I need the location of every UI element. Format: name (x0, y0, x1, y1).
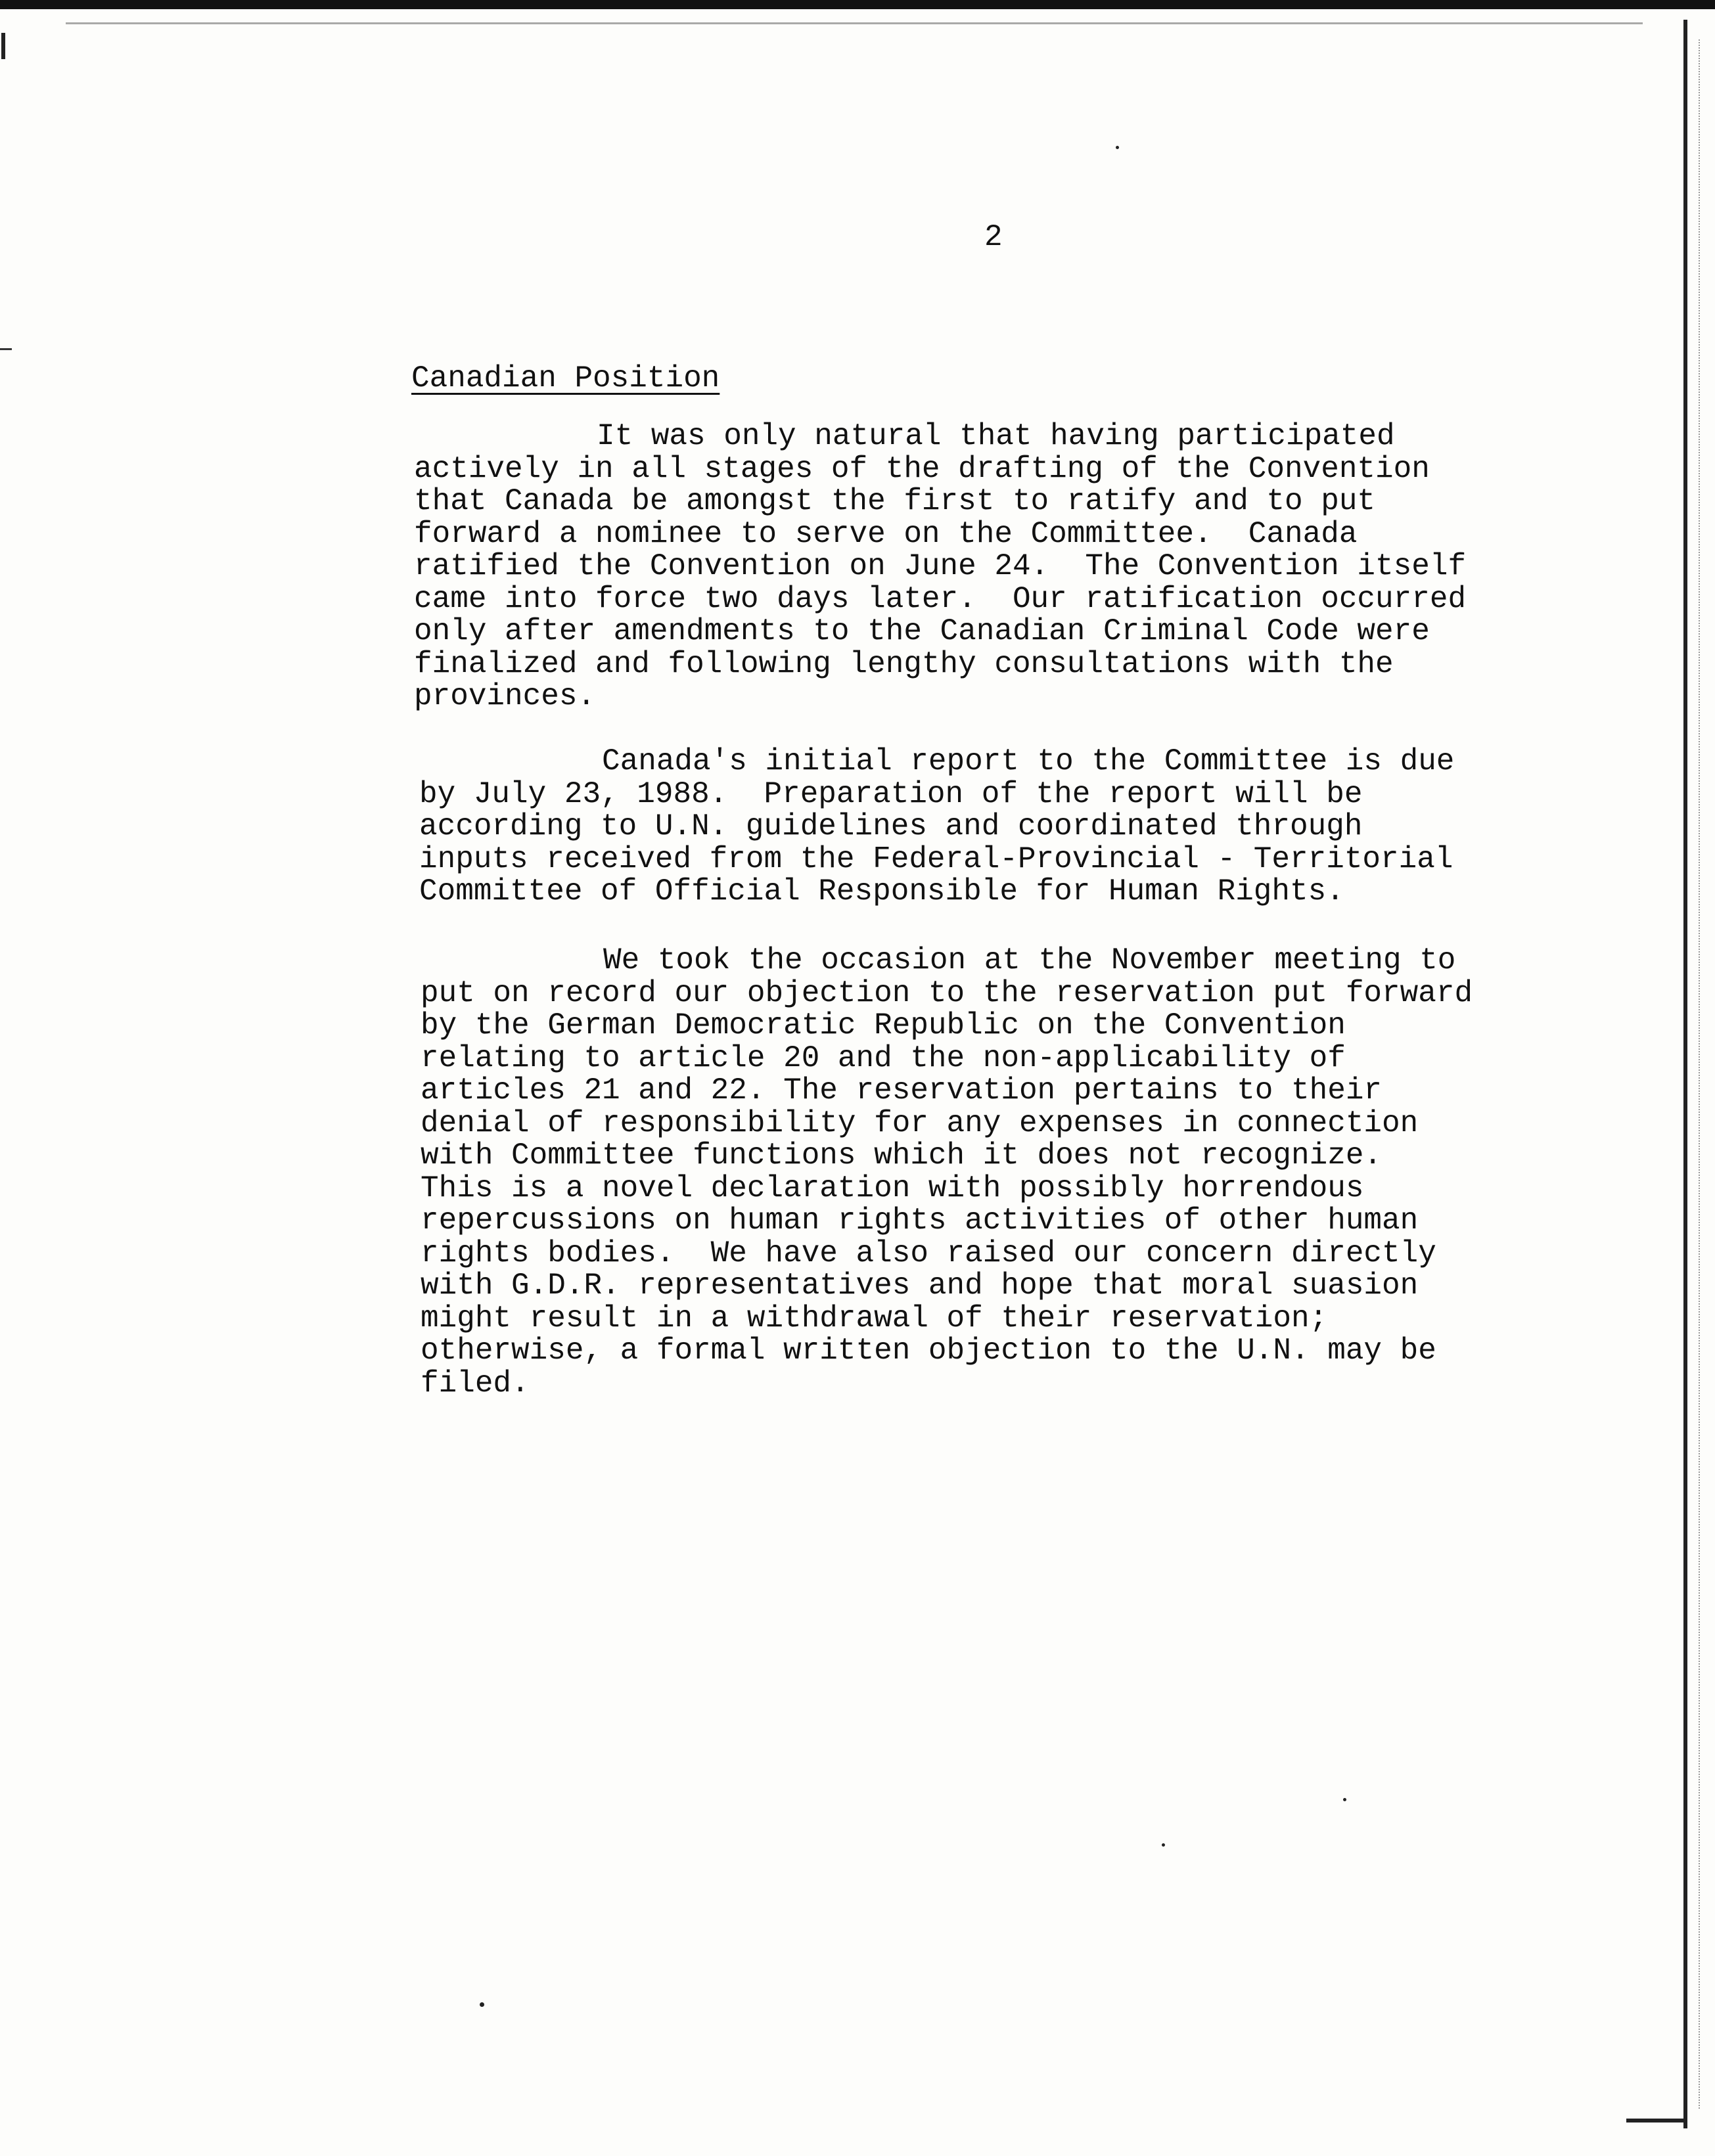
scan-dash-left (0, 348, 12, 350)
text-line: only after amendments to the Canadian Criminal Code were (414, 614, 1430, 648)
text-line: according to U.N. guidelines and coordinated through (419, 809, 1363, 843)
text-line: forward a nominee to serve on the Committee. Canada (414, 516, 1358, 551)
text-line: with G.D.R. representatives and hope that moral suasion (421, 1269, 1419, 1303)
text-line: articles 21 and 22. The reservation pertains to their (421, 1073, 1383, 1108)
scan-dots-right (1699, 39, 1701, 2109)
text-line: This is a novel declaration with possibly horrendous (421, 1171, 1364, 1205)
text-line: came into force two days later. Our ratification occurred (414, 581, 1467, 616)
text-line: by the German Democratic Republic on the Convention (421, 1008, 1346, 1043)
text-line: might result in a withdrawal of their reservation; (421, 1301, 1328, 1336)
paragraph (419, 746, 1454, 909)
scan-speck (1116, 146, 1119, 149)
scan-edge-right (1683, 20, 1687, 2128)
text-line: finalized and following lengthy consultations with the (414, 646, 1394, 681)
scan-line-top (66, 22, 1643, 24)
text-line: Canada's initial report to the Committee is due (602, 744, 1455, 778)
scan-speck (1343, 1798, 1346, 1801)
text-line: otherwise, a formal written objection to the U.N. may be (421, 1334, 1436, 1368)
scan-speck (480, 2002, 484, 2007)
text-line: filed. (421, 1366, 530, 1401)
scan-mark-left (1, 33, 5, 59)
text-line: We took the occasion at the November meeting to (603, 943, 1456, 977)
text-line: denial of responsibility for any expenses in connection (421, 1106, 1419, 1140)
text-line: actively in all stages of the drafting of the Convention (414, 451, 1430, 486)
page-number: 2 (984, 220, 1003, 254)
text-line: with Committee functions which it does not recognize. (421, 1138, 1383, 1173)
text-line: by July 23, 1988. Preparation of the report will be (419, 776, 1363, 811)
text-line: Committee of Official Responsible for Human Rights. (419, 874, 1344, 909)
text-line: It was only natural that having participated (597, 419, 1395, 453)
text-line: put on record our objection to the reservation put forward (421, 976, 1473, 1010)
paragraph (414, 420, 1466, 713)
paragraph (421, 945, 1473, 1400)
text-line: provinces. (414, 679, 596, 713)
text-line: rights bodies. We have also raised our concern directly (421, 1236, 1436, 1270)
text-line: ratified the Convention on June 24. The Convention itself (414, 549, 1467, 583)
text-line: repercussions on human rights activities of other human (421, 1203, 1419, 1238)
text-line: that Canada be amongst the first to ratify and to put (414, 484, 1376, 518)
text-line: relating to article 20 and the non-applicability of (421, 1041, 1346, 1075)
section-heading: Canadian Position (411, 361, 720, 395)
scan-edge-bottom-right (1626, 2119, 1685, 2122)
scan-edge-top (0, 0, 1715, 9)
text-line: inputs received from the Federal-Provincial - Territorial (419, 842, 1453, 876)
scan-speck (1162, 1843, 1165, 1847)
